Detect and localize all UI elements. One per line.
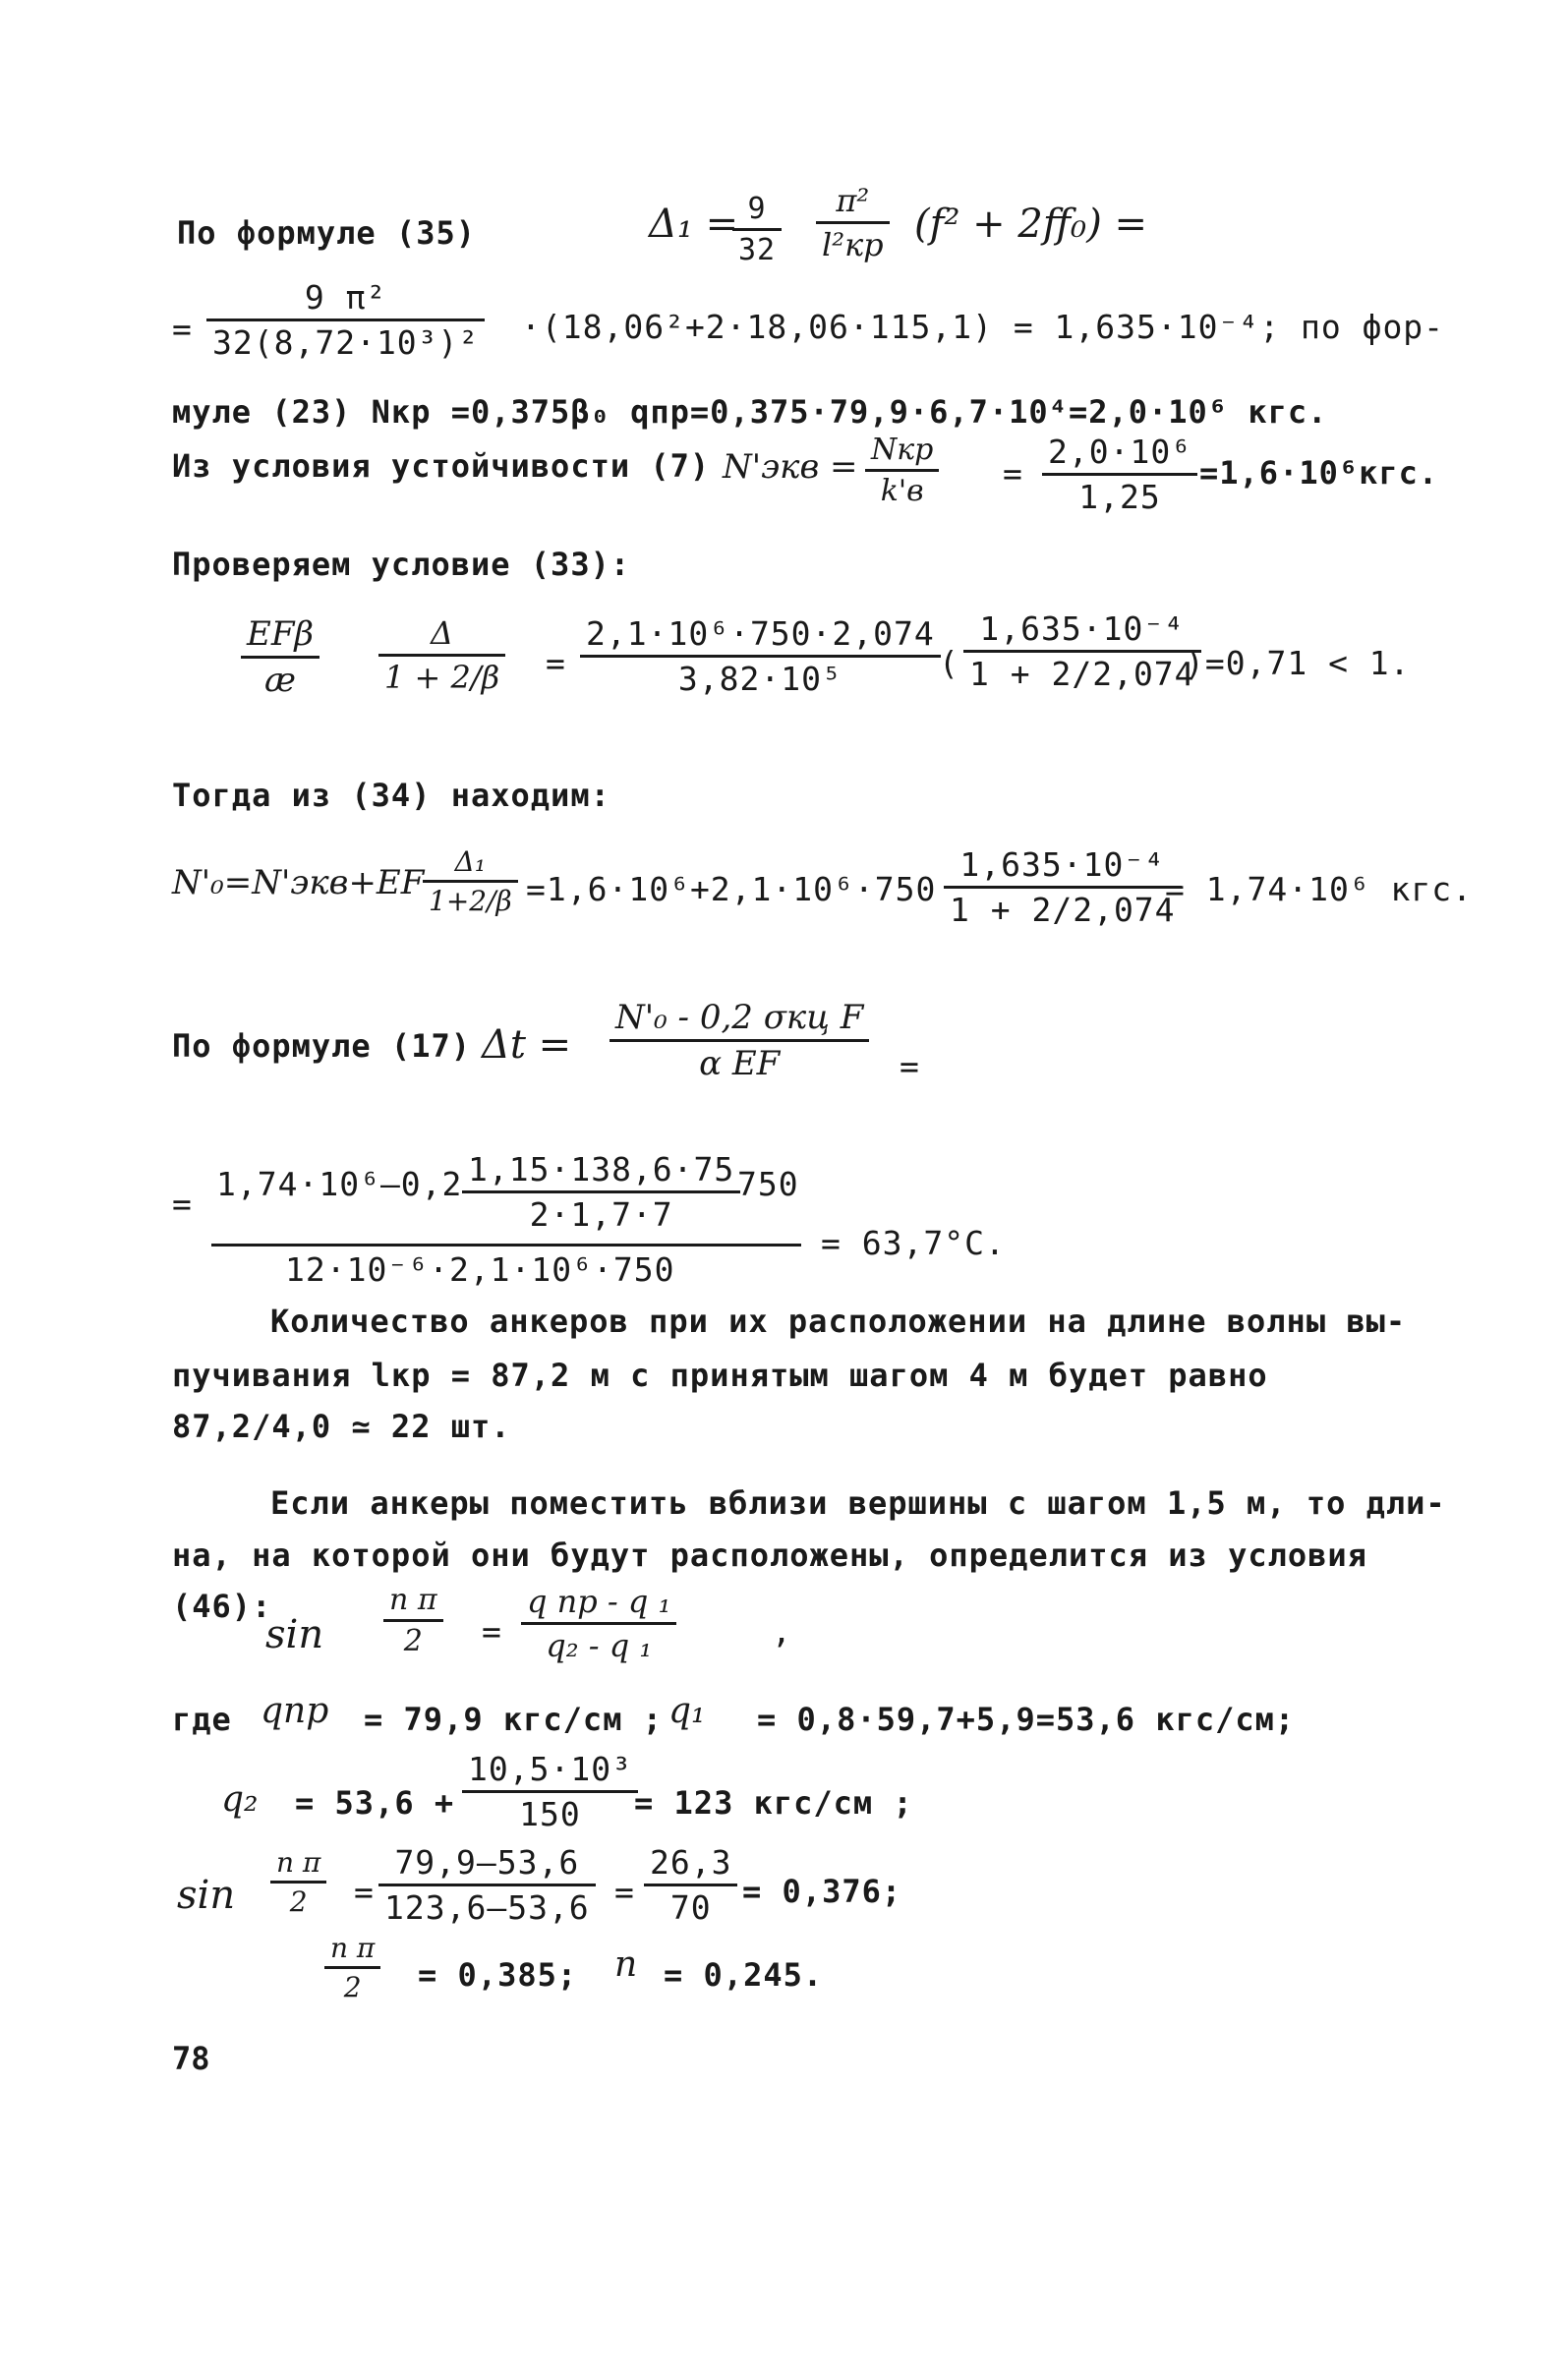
fraction-nkr-kb [865,433,939,508]
equals-sign: = [900,1047,920,1085]
sin-symbol-2: sin [177,1873,236,1918]
fraction-denominator: 32 [738,233,777,267]
fraction-numerator: 79,9–53,6 [378,1843,596,1886]
fraction-numerator: 1,635·10⁻⁴ [944,845,1182,889]
fraction-numerator: 2,1·10⁶·750·2,074 [580,614,941,658]
expression-tail: (f² + 2ff₀) = [914,202,1148,247]
paragraph1-line3: 87,2/4,0 ≃ 22 шт. [172,1408,511,1445]
q-pr-symbol: qпр [261,1691,329,1731]
fraction-main-numbers [580,614,941,698]
main-fraction-bar [211,1244,801,1246]
result-kgs: =1,6·10⁶кгс. [1199,454,1439,492]
fraction-numerator: N'₀ - 0,2 σкц F [610,998,869,1042]
fraction-denominator: 1 + 2/2,074 [969,655,1195,693]
equals-sign: = [1003,454,1023,493]
fraction-numerator: Nкр [865,433,939,472]
sin-symbol: sin [265,1612,324,1657]
fraction-1635-sum [963,609,1201,693]
fraction-numerator: Δ [378,614,505,657]
fraction-numerator: 26,3 [644,1843,737,1886]
q2-symbol: q₂ [221,1779,259,1820]
n0-expression: N'₀=N'экв+EF [172,863,425,902]
fraction-2e6-125 [1042,433,1197,516]
fraction-numerator: EFβ [241,614,319,659]
equals-sign: = [172,310,193,348]
result-174: = 1,74·10⁶ кгс. [1165,870,1474,908]
expression-line: ·(18,06²+2·18,06·115,1) = 1,635·10⁻⁴; по фор- [521,308,1445,346]
fraction-denominator: l²кр [822,226,884,263]
fraction-delta-beta [378,614,505,696]
fraction-denominator: q₂ - q ₁ [546,1627,653,1664]
fraction-denominator: k'в [880,474,924,508]
fraction-denominator: 150 [519,1795,581,1833]
numerator-part-a: 1,74·10⁶–0,2 [216,1165,463,1203]
numerator-part-b: 750 [737,1165,799,1203]
equals-sign: = [354,1873,375,1911]
fraction-numerator: π² [816,182,890,224]
result-637: = 63,7°C. [821,1224,1006,1262]
fraction-n-pi-2-c [324,1932,380,2003]
sum-expression: =1,6·10⁶+2,1·10⁶·750 [526,870,937,908]
result-071: )=0,71 < 1. [1185,644,1411,682]
equals-sign: = [482,1612,502,1651]
delta-1-symbol: Δ₁ = [649,202,739,247]
equals-sign: = [614,1873,635,1911]
fraction-9pi2 [206,278,485,362]
fraction-9-32 [732,192,782,267]
equals-sign: = [172,1185,193,1223]
fraction-numerator: 10,5·10³ [462,1750,638,1793]
fraction-pi-l [816,182,890,263]
comma: , [772,1612,792,1651]
formula-23-line: муле (23) Nкр =0,375β₀ qпр=0,375·79,9·6,7·10⁴=2,0·10⁶ кгс. [172,393,1328,431]
fraction-delta1-beta [423,845,518,917]
fraction-n-pi-2-b [270,1846,326,1918]
fraction-263-70 [644,1843,737,1927]
paragraph2-line3: (46): [172,1588,272,1625]
formula-35-intro: По формуле (35) [177,214,476,252]
fraction-denominator: 3,82·10⁵ [677,660,842,698]
fraction-denominator: 70 [669,1888,712,1927]
fraction-denominator: 1,25 [1078,478,1161,516]
fraction-denominator: 2·1,7·7 [529,1195,673,1234]
fraction-numerator: n π [324,1932,380,1969]
equals-sign: = [546,644,566,682]
fraction-n-pi-2 [383,1583,443,1658]
fraction-1635-sum-2 [944,845,1182,929]
main-denominator: 12·10⁻⁶·2,1·10⁶·750 [285,1250,675,1289]
q1-symbol: q₁ [668,1691,706,1731]
q1-value: = 0,8·59,7+5,9=53,6 кгс/см; [757,1701,1296,1738]
paragraph1-line1: Количество анкеров при их расположении на длине волны вы- [270,1303,1407,1340]
fraction-delta-t [610,998,869,1083]
fraction-denominator: æ [264,661,297,700]
where-label: где [172,1701,232,1738]
paragraph1-line2: пучивания lкр = 87,2 м с принятым шагом 4 м будет равно [172,1357,1268,1394]
paragraph2-line1: Если анкеры поместить вблизи вершины с шагом 1,5 м, то дли- [270,1484,1446,1522]
fraction-numerator: 1,15·138,6·75 [462,1150,740,1193]
n-value: = 0,245. [664,1956,824,1994]
fraction-numerator: n π [270,1846,326,1884]
fraction-denominator: 1 + 2/β [384,659,500,696]
fraction-numerator: 1,635·10⁻⁴ [963,609,1201,653]
stability-condition-text: Из условия устойчивости (7) [172,447,711,485]
delta-t-symbol: Δt = [482,1022,572,1068]
n-equivalent: N'экв = [723,447,858,487]
fraction-numerator: q пр - q ₁ [521,1583,676,1625]
n-symbol: n [614,1944,638,1985]
fraction-denominator: 2 [343,1971,362,2003]
fraction-numerator: 9 π² [206,278,485,321]
fraction-numerator: n π [383,1583,443,1622]
check-condition-heading: Проверяем условие (33): [172,546,631,583]
then-heading: Тогда из (34) находим: [172,777,610,814]
fraction-115-138 [462,1150,740,1234]
q2-value-post: = 123 кгс/см ; [634,1784,913,1822]
fraction-105-150 [462,1750,638,1833]
fraction-numerator: 2,0·10⁶ [1042,433,1197,476]
q2-value-pre: = 53,6 + [295,1784,455,1822]
fraction-efb-ae [241,614,319,700]
paragraph2-line2: на, на которой они будут расположены, определится из условия [172,1536,1367,1574]
fraction-799-1236 [378,1843,596,1927]
fraction-numerator: Δ₁ [423,845,518,883]
open-paren: ( [939,644,959,682]
formula-17-intro: По формуле (17) [172,1027,471,1065]
fraction-denominator: 2 [403,1624,423,1658]
fraction-denominator: 123,6–53,6 [384,1888,590,1927]
page-number: 78 [172,2040,210,2077]
fraction-denominator: 1 + 2/2,074 [950,891,1176,929]
fraction-denominator: 2 [289,1885,308,1918]
fraction-q-ratio [521,1583,676,1664]
sin-value: = 0,376; [742,1873,902,1910]
fraction-denominator: 32(8,72·10³)² [212,323,480,362]
fraction-denominator: α EF [699,1044,781,1083]
fraction-denominator: 1+2/β [429,885,512,917]
npi2-value: = 0,385; [418,1956,578,1994]
fraction-numerator: 9 [732,192,782,231]
q-pr-value: = 79,9 кгс/см ; [364,1701,663,1738]
